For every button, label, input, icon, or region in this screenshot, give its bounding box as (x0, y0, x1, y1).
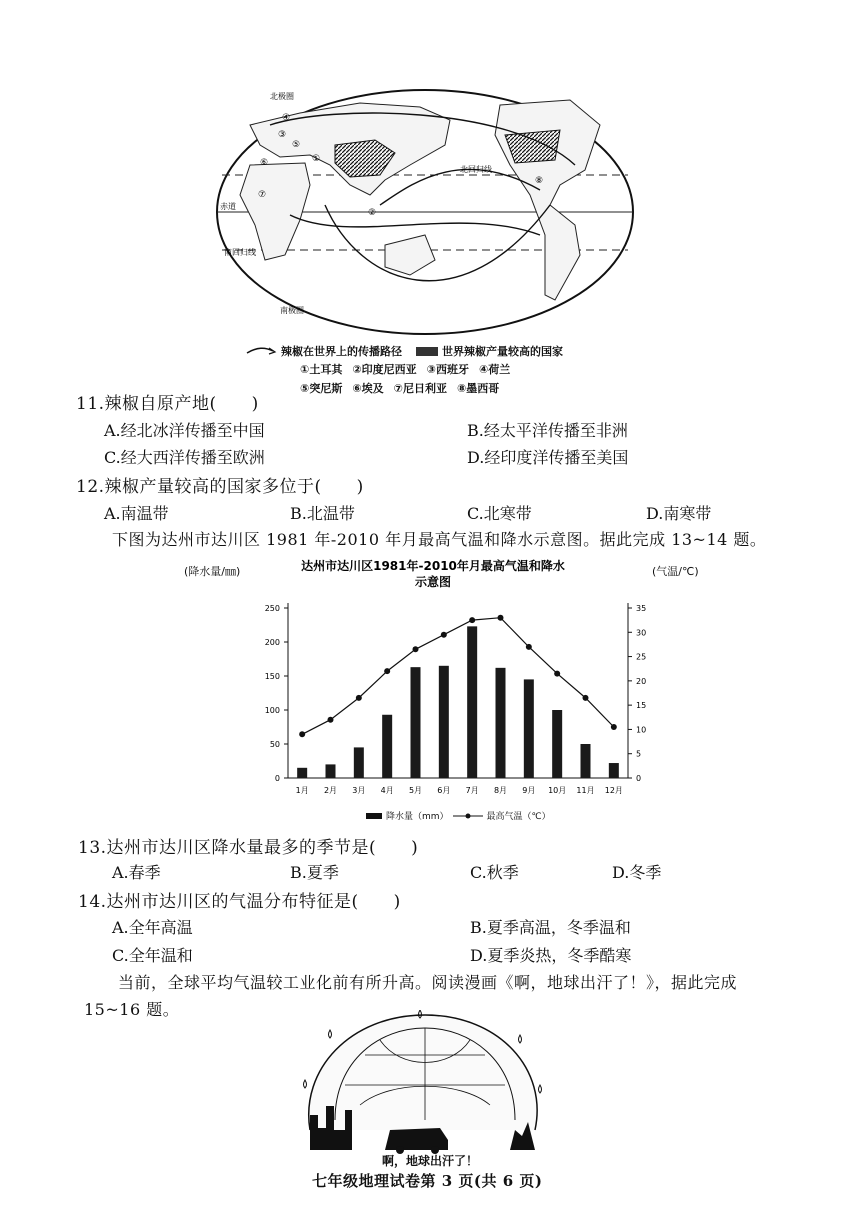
temperature-point (441, 632, 447, 638)
right-tick-label: 30 (636, 628, 647, 638)
hatched-swatch-icon (416, 347, 438, 356)
left-tick-label: 150 (264, 672, 280, 681)
month-label: 9月 (522, 786, 536, 795)
question-12-stem: 12.辣椒产量较高的国家多位于( ) (76, 477, 364, 497)
country-list-row1 (300, 361, 510, 377)
month-label: 1月 (295, 786, 309, 795)
temperature-point (328, 717, 334, 723)
temperature-point (469, 617, 475, 623)
country-7: ⑦尼日利亚 (393, 382, 447, 395)
q14-option-c[interactable]: C.全年温和 (112, 946, 193, 965)
temperature-point (611, 724, 617, 730)
left-tick-label: 50 (269, 740, 280, 749)
country-5: ⑤突尼斯 (300, 382, 343, 395)
temperature-line (302, 618, 614, 735)
precip-bar (411, 667, 421, 778)
marker-8: ⑧ (535, 176, 544, 186)
temperature-point (299, 731, 305, 737)
precip-bar (496, 668, 506, 778)
marker-5: ⑤ (292, 140, 301, 150)
right-tick-label: 5 (636, 749, 642, 759)
temperature-point (356, 695, 362, 701)
legend-route-label: 辣椒在世界上的传播路径 (281, 345, 402, 358)
precip-bar (552, 710, 562, 778)
page-footer: 七年级地理试卷第 3 页(共 6 页) (312, 1172, 543, 1190)
precip-bar (524, 679, 534, 778)
usa-hatched (505, 130, 560, 163)
sweating-earth-drawing (290, 1010, 555, 1155)
month-label: 10月 (548, 786, 567, 795)
marker-3: ③ (278, 130, 287, 140)
antarctic-label: 南极圈 (280, 306, 304, 315)
left-tick-label: 0 (274, 774, 280, 783)
equator-label: 赤道 (220, 202, 236, 211)
country-8: ⑧墨西哥 (456, 382, 500, 395)
right-tick-label: 15 (636, 701, 647, 711)
precip-bar (581, 744, 591, 778)
temperature-point (583, 695, 589, 701)
map-legend (245, 343, 563, 359)
question-14-stem: 14.达州市达川区的气温分布特征是( ) (78, 892, 401, 912)
q11-option-a[interactable]: A.经北冰洋传播至中国 (104, 421, 265, 440)
legend-precip: 降水量（mm） (386, 812, 449, 822)
chart-title: 达州市达川区1981年-2010年月最高气温和降水 (301, 559, 565, 573)
left-tick-label: 200 (264, 638, 280, 647)
country-3: ③西班牙 (426, 363, 469, 376)
precip-bar (326, 764, 336, 778)
left-tick-label: 100 (264, 706, 280, 715)
right-tick-label: 0 (636, 774, 642, 783)
q11-option-b[interactable]: B.经太平洋传播至非洲 (467, 421, 628, 440)
month-label: 7月 (465, 786, 479, 795)
chart-right-axis-label: (气温/℃) (652, 565, 699, 578)
q12-option-c[interactable]: C.北寒带 (467, 504, 532, 523)
arctic-label: 北极圈 (270, 92, 294, 101)
climate-chart (238, 553, 668, 825)
legend-countries-label: 世界辣椒产量较高的国家 (442, 345, 563, 358)
month-label: 3月 (352, 786, 366, 795)
month-label: 11月 (576, 786, 595, 795)
marker-1: ① (312, 154, 321, 164)
country-1: ①土耳其 (300, 363, 343, 376)
marker-7: ⑦ (258, 190, 267, 200)
line-legend-swatch (453, 812, 483, 820)
left-tick-label: 250 (264, 604, 280, 613)
country-list-row2 (300, 380, 499, 396)
right-tick-label: 25 (636, 652, 647, 662)
bar-legend-swatch (366, 813, 382, 819)
month-label: 6月 (437, 786, 451, 795)
question-13-stem: 13.达州市达川区降水量最多的季节是( ) (78, 838, 419, 858)
precip-bar (609, 763, 619, 778)
q13-option-a[interactable]: A.春季 (112, 863, 161, 882)
temperature-point (526, 644, 532, 650)
q11-option-c[interactable]: C.经大西洋传播至欧洲 (104, 448, 265, 467)
q13-option-c[interactable]: C.秋季 (470, 863, 519, 882)
chart-legend (366, 809, 551, 822)
q12-option-a[interactable]: A.南温带 (104, 504, 169, 523)
route-arrow-icon (245, 346, 277, 356)
q14-option-d[interactable]: D.夏季炎热，冬季酷寒 (470, 946, 632, 965)
marker-2: ② (368, 208, 377, 218)
intro-15-16-line1: 当前，全球平均气温较工业化前有所升高。阅读漫画《啊，地球出汗了！》，据此完成 (118, 973, 738, 992)
right-tick-label: 20 (636, 676, 647, 686)
chart-left-axis-label: (降水量/㎜) (184, 565, 241, 578)
month-label: 8月 (493, 786, 508, 795)
question-11-stem: 11.辣椒自原产地( ) (76, 394, 259, 414)
temperature-point (554, 671, 560, 677)
country-2: ②印度尼西亚 (352, 363, 417, 376)
temperature-point (498, 615, 504, 621)
precip-bar (297, 768, 307, 778)
country-4: ④荷兰 (478, 363, 511, 376)
precip-bar (382, 715, 392, 778)
tropic-north-label: 北回归线 (460, 165, 492, 174)
world-map-figure (210, 85, 640, 340)
precip-bar (467, 626, 477, 778)
q13-option-b[interactable]: B.夏季 (290, 863, 339, 882)
q11-option-d[interactable]: D.经印度洋传播至美国 (467, 448, 629, 467)
q14-option-b[interactable]: B.夏季高温，冬季温和 (470, 918, 631, 937)
right-tick-label: 10 (636, 725, 647, 735)
q14-option-a[interactable]: A.全年高温 (112, 918, 193, 937)
world-map (210, 85, 640, 340)
intro-15-16-line2: 15~16 题。 (84, 1000, 180, 1019)
intro-13-14: 下图为达州市达川区 1981 年-2010 年月最高气温和降水示意图。据此完成 13~14 题。 (112, 530, 767, 549)
q13-option-d[interactable]: D.冬季 (612, 863, 662, 882)
temperature-point (413, 646, 419, 652)
q12-option-d[interactable]: D.南寒带 (646, 504, 712, 523)
month-label: 12月 (604, 786, 623, 795)
month-label: 5月 (408, 786, 423, 795)
temperature-point (384, 668, 390, 674)
marker-4: ④ (282, 113, 291, 123)
legend-temp: 最高气温（℃） (486, 812, 551, 822)
tropic-south-label: 南回归线 (224, 248, 256, 257)
country-6: ⑥埃及 (352, 382, 384, 395)
cartoon-image (290, 1010, 555, 1155)
q12-option-b[interactable]: B.北温带 (290, 504, 355, 523)
right-tick-label: 35 (636, 604, 647, 613)
precip-bar (439, 666, 449, 778)
climate-chart-svg (238, 553, 668, 825)
marker-6: ⑥ (260, 158, 269, 168)
month-label: 2月 (323, 786, 338, 795)
month-label: 4月 (380, 786, 394, 795)
precip-bar (354, 747, 364, 778)
chart-subtitle: 示意图 (414, 575, 452, 589)
cartoon-caption: 啊，地球出汗了！ (382, 1154, 479, 1168)
